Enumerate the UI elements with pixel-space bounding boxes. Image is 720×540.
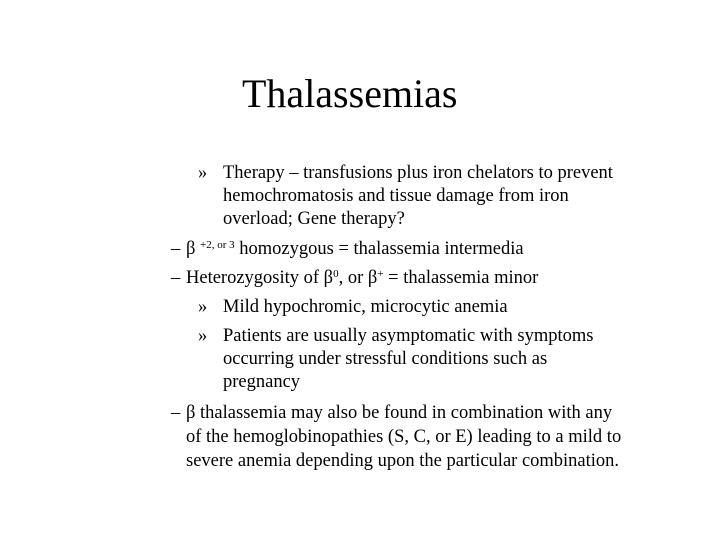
asymptomatic-line-2: occurring under stressful conditions such as (223, 349, 548, 369)
beta-zero-superscript: 0 (333, 268, 339, 280)
bullet-marker-level1: – (171, 403, 181, 423)
beta-plus-superscript: + (377, 268, 384, 280)
heterozygosity-suffix: = thalassemia minor (383, 268, 539, 288)
therapy-line-3: overload; Gene therapy? (223, 209, 405, 229)
asymptomatic-line-1: Patients are usually asymptomatic with symptoms (223, 326, 594, 346)
bullet-marker-level1: – (171, 239, 181, 259)
intermedia-line (186, 238, 524, 261)
therapy-line-2: hemochromatosis and tissue damage from iron (223, 186, 569, 206)
bullet-marker-level2: » (198, 297, 208, 317)
combination-line-1: β thalassemia may also be found in combination with any (186, 403, 613, 423)
bullet-marker-level2: » (198, 326, 208, 346)
heterozygosity-prefix: Heterozygosity of β (186, 268, 334, 288)
therapy-line-1: Therapy – transfusions plus iron chelators to prevent (223, 163, 613, 183)
bullet-marker-level2: » (198, 163, 208, 183)
beta-superscript: +2, or 3 (200, 239, 235, 251)
asymptomatic-line-3: pregnancy (223, 372, 301, 392)
heterozygosity-middle: , or β (338, 268, 378, 288)
bullet-marker-level1: – (171, 268, 181, 288)
intermedia-text: homozygous = thalassemia intermedia (239, 239, 524, 259)
beta-symbol: β (186, 239, 196, 259)
combination-line-3: severe anemia depending upon the particular combination. (186, 451, 620, 471)
slide-title: Thalassemias (242, 71, 458, 116)
heterozygosity-line (186, 267, 538, 290)
mild-anemia-line: Mild hypochromic, microcytic anemia (223, 297, 508, 317)
combination-line-2: of the hemoglobinopathies (S, C, or E) leading to a mild to (186, 427, 622, 447)
